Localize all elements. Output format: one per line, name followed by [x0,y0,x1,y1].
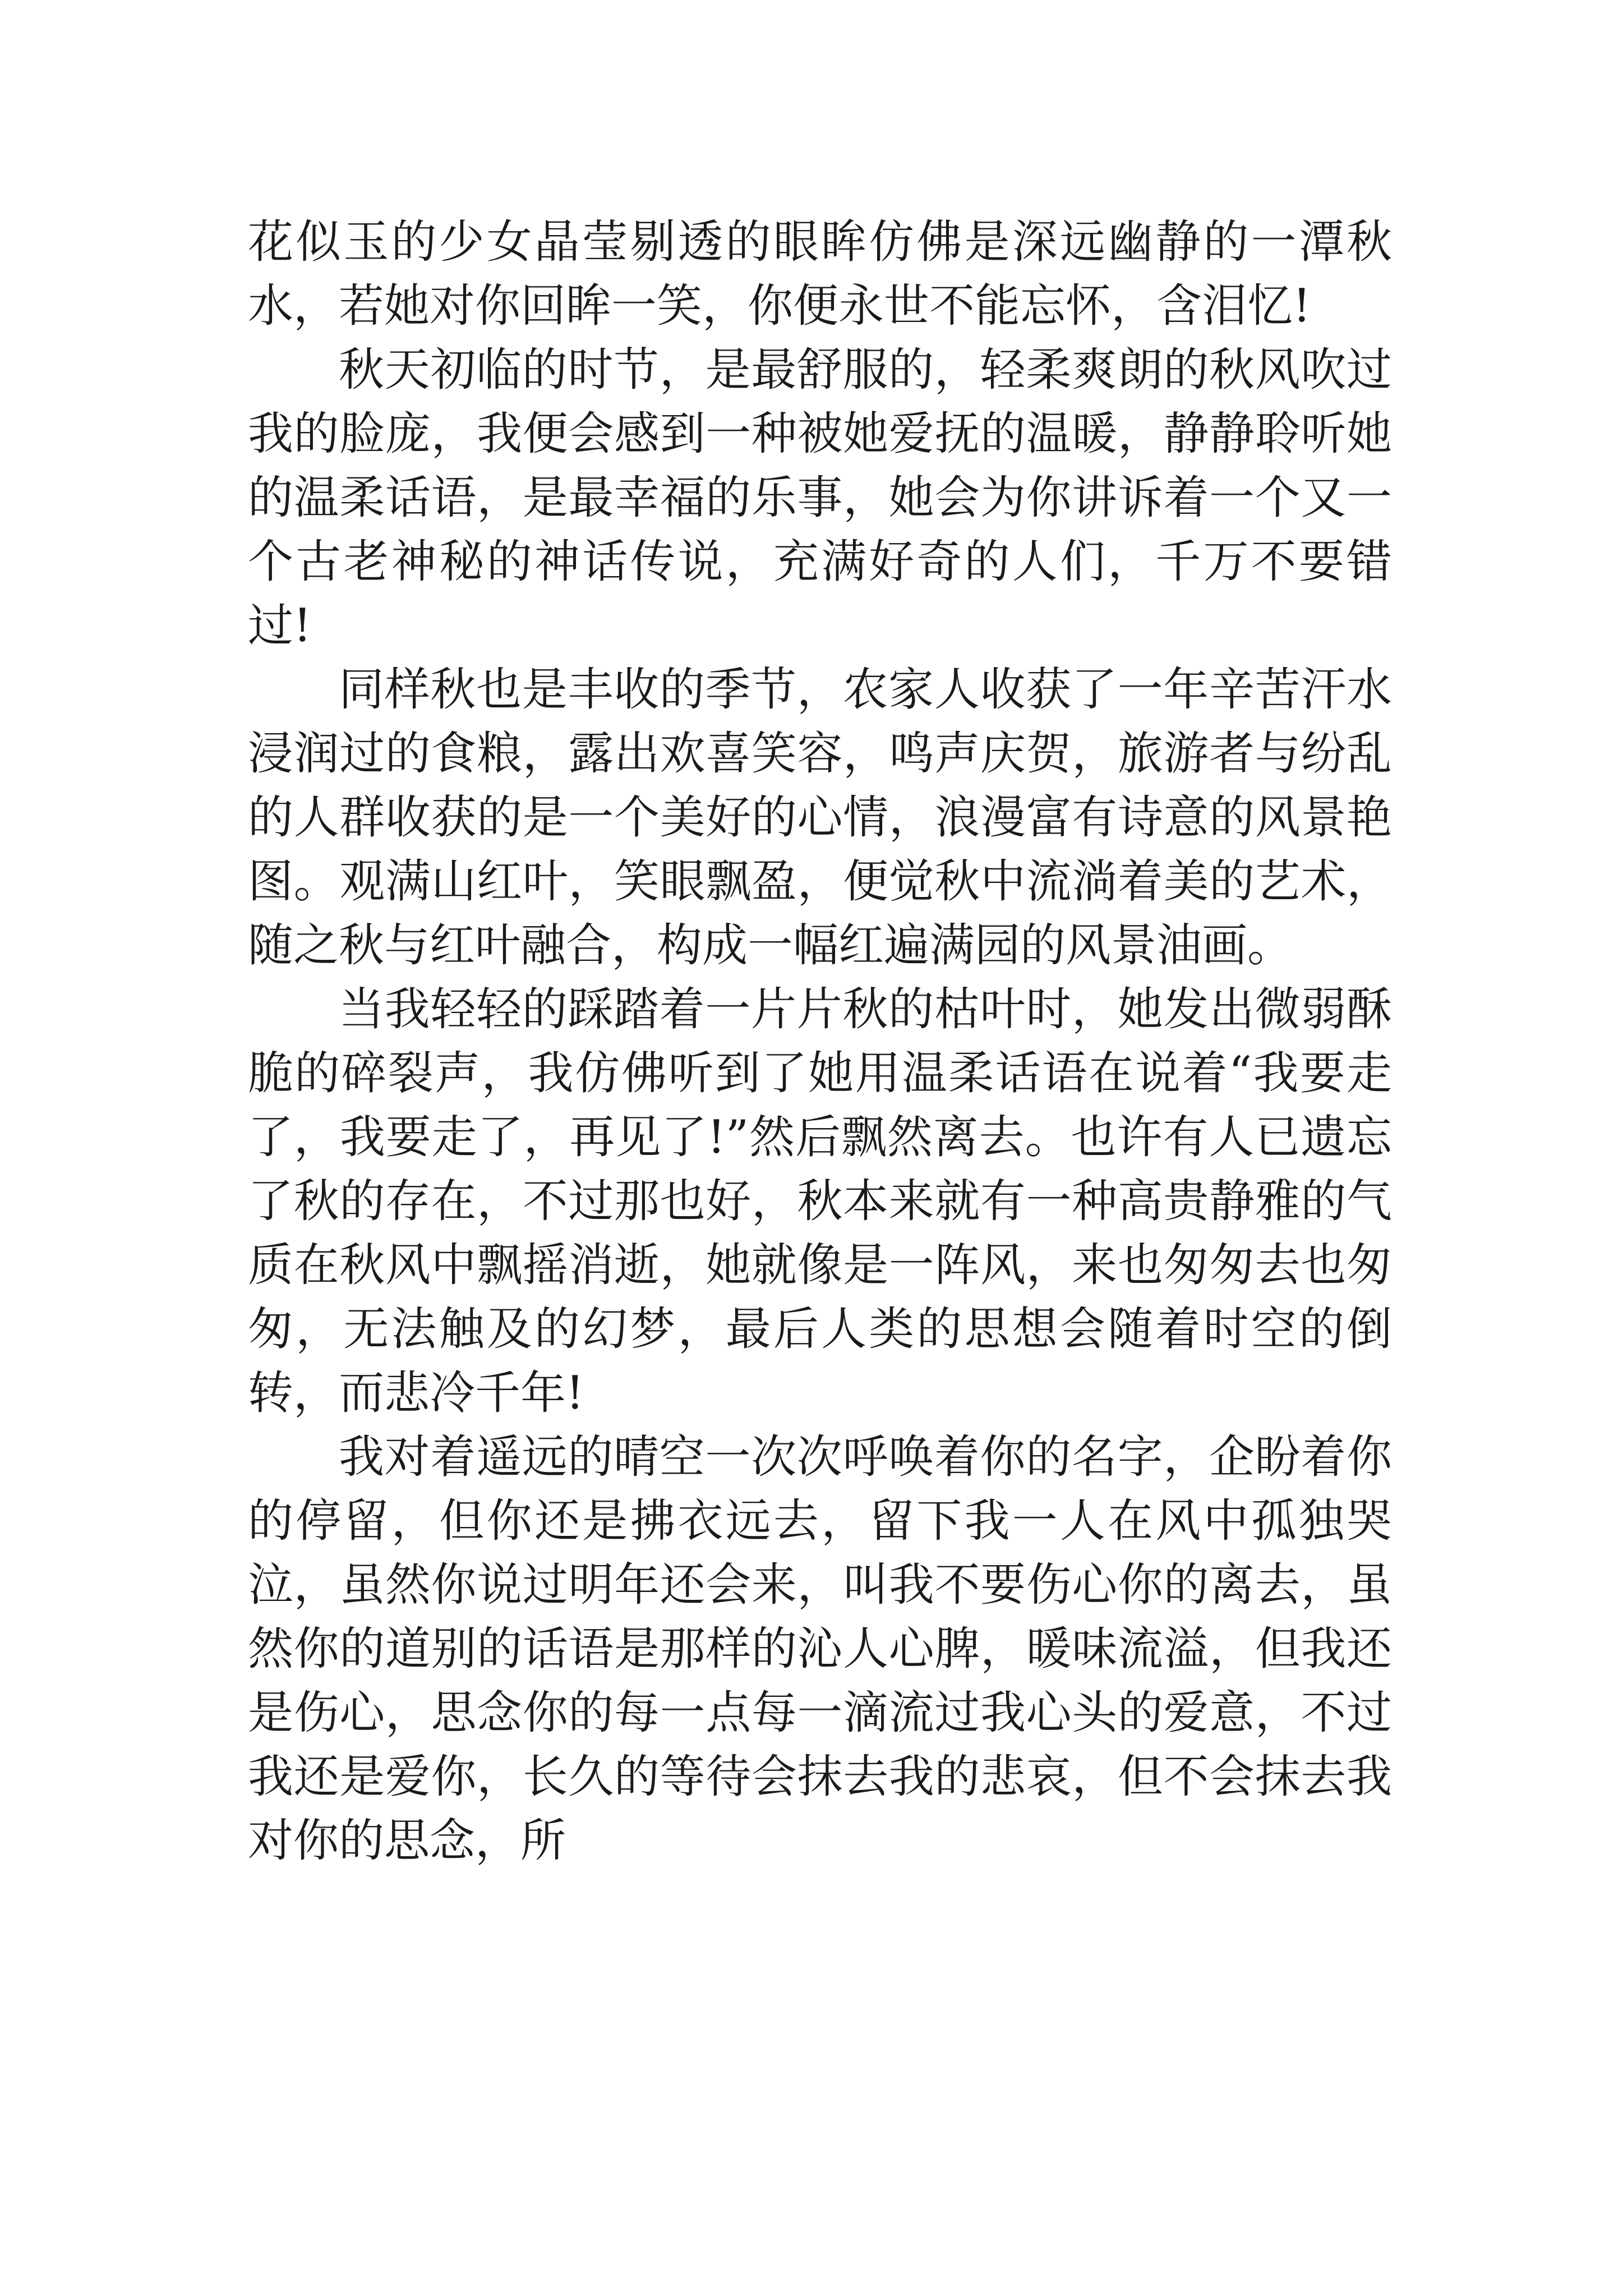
paragraph-longing: 我对着遥远的晴空一次次呼唤着你的名字，企盼着你的停留，但你还是拂衣远去，留下我一人在风中孤独哭泣，虽然你说过明年还会来，叫我不要伤心你的离去，虽然你的道别的话语是那样的沁人心脾，暖味流溢，但我还是伤心，思念你的每一点每一滴流过我心头的爱意，不过我还是爱你，长久的等待会抹去我的悲哀，但不会抹去我对你的思念，所 [248,1431,1392,1867]
paragraph-fallen-leaves: 当我轻轻的踩踏着一片片秋的枯叶时，她发出微弱酥脆的碎裂声，我仿佛听到了她用温柔话语在说着“我要走了，我要走了，再见了!”然后飘然离去。也许有人已遗忘了秋的存在，不过那也好，秋本来就有一种高贵静雅的气质在秋风中飘摇消逝，她就像是一阵风，来也匆匆去也匆匆，无法触及的幻梦，最后人类的思想会随着时空的倒转，而悲冷千年! [248,983,1392,1420]
paragraph-autumn-beginning: 秋天初临的时节，是最舒服的，轻柔爽朗的秋风吹过我的脸庞，我便会感到一种被她爱抚的温暖，静静聆听她的温柔话语，是最幸福的乐事，她会为你讲诉着一个又一个古老神秘的神话传说，充满好奇的人们，千万不要错过! [248,344,1392,652]
paragraph-harvest: 同样秋也是丰收的季节，农家人收获了一年辛苦汗水浸润过的食粮，露出欢喜笑容，鸣声庆贺，旅游者与纷乱的人群收获的是一个美好的心情，浪漫富有诗意的风景艳图。观满山红叶，笑眼飘盈，便觉秋中流淌着美的艺术，随之秋与红叶融合，构成一幅红遍满园的风景油画。 [248,664,1392,972]
body-text [248,210,1392,1873]
paragraph-continued: 花似玉的少女晶莹剔透的眼眸仿佛是深远幽静的一潭秋水，若她对你回眸一笑，你便永世不能忘怀，含泪忆! [248,216,1392,333]
